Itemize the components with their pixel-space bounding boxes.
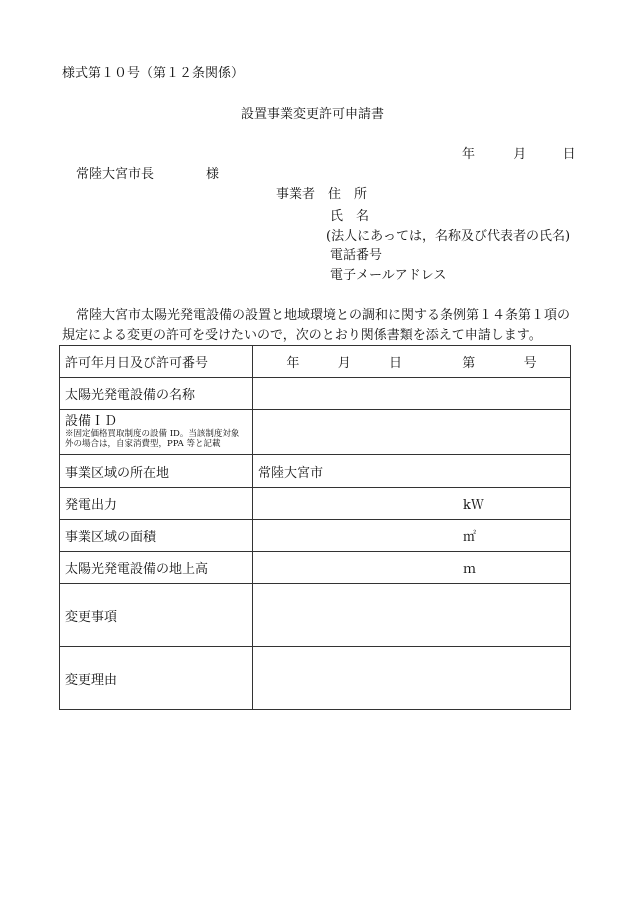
table-row: [60, 410, 571, 455]
permit-value[interactable]: [253, 346, 571, 378]
permit-dai: 第: [462, 356, 476, 371]
applicant-email-label: 電子メールアドレス: [330, 268, 447, 283]
height-unit: ｍ: [463, 562, 477, 577]
applicant-phone-label: 電話番号: [330, 248, 383, 263]
permit-go: 号: [523, 356, 537, 371]
permit-month: 月: [337, 356, 351, 371]
change-reason-label: 変更理由: [60, 647, 253, 710]
permit-year: 年: [286, 356, 300, 371]
addressee: [76, 167, 219, 183]
date-year: 年: [462, 147, 476, 162]
change-items-value[interactable]: [253, 584, 571, 647]
facility-name-value[interactable]: [253, 378, 571, 410]
permit-day: 日: [388, 356, 402, 371]
applicant-address-label: 住 所: [328, 187, 368, 202]
application-statement: 常陸大宮市太陽光発電設備の設置と地域環境との調和に関する条例第１４条第１項の規定による変更の許可を受けたいので，次のとおり関係書類を添えて申請します。: [62, 308, 571, 343]
area-label: 事業区域の面積: [60, 520, 253, 552]
date-line: [462, 147, 576, 163]
document-title: 設置事業変更許可申請書: [241, 107, 385, 122]
height-label: 太陽光発電設備の地上高: [60, 552, 253, 584]
facility-id-label: 設備ＩＤ: [65, 414, 118, 429]
height-value[interactable]: [253, 552, 571, 584]
table-row: [60, 552, 571, 584]
facility-id-value[interactable]: [253, 410, 571, 455]
applicant-name-label: 氏 名: [330, 209, 370, 224]
form-number: 様式第１０号（第１２条関係）: [62, 66, 245, 81]
addressee-name: 常陸大宮市長: [76, 167, 155, 182]
change-items-label: 変更事項: [60, 584, 253, 647]
output-label: 発電出力: [60, 488, 253, 520]
output-unit: kＷ: [463, 498, 484, 513]
date-month: 月: [513, 147, 527, 162]
permit-label: 許可年月日及び許可番号: [60, 346, 253, 378]
location-label: 事業区域の所在地: [60, 455, 253, 488]
table-row: [60, 378, 571, 410]
addressee-honorific: 様: [206, 167, 220, 182]
facility-id-note: ※固定価格買取制度の設備 ID。当該制度対象外の場合は，自家消費型，PPA 等と記載: [65, 429, 240, 449]
date-day: 日: [562, 147, 576, 162]
table-row: [60, 455, 571, 488]
area-unit: ㎡: [463, 530, 477, 545]
change-reason-value[interactable]: [253, 647, 571, 710]
table-row: [60, 488, 571, 520]
location-value[interactable]: 常陸大宮市: [253, 455, 571, 488]
output-value[interactable]: [253, 488, 571, 520]
application-table: [59, 345, 571, 710]
table-row: [60, 520, 571, 552]
facility-name-label: 太陽光発電設備の名称: [60, 378, 253, 410]
applicant-label: 事業者: [276, 187, 316, 202]
applicant-corporate-note: (法人にあっては，名称及び代表者の氏名): [326, 229, 571, 244]
table-row: [60, 346, 571, 378]
area-value[interactable]: [253, 520, 571, 552]
table-row: [60, 584, 571, 647]
table-row: [60, 647, 571, 710]
facility-id-cell: [60, 410, 253, 455]
